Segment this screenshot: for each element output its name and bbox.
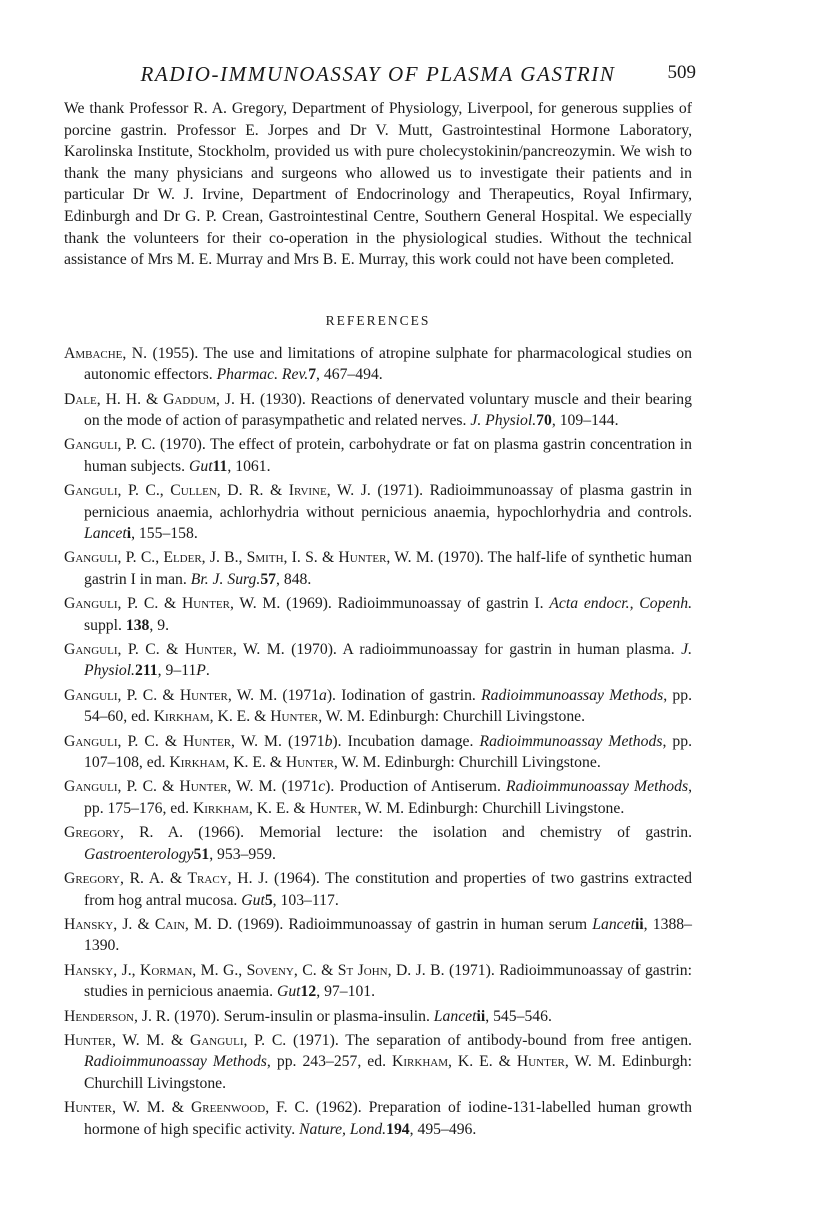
reference-text: (1955). The use and limitations of atropine sulphate for pharmacological studies on autonomic effectors. xyxy=(84,344,692,384)
reference-authors: Gregory, R. A. & Tracy, H. J. xyxy=(64,870,269,888)
reference-suppl: suppl. xyxy=(84,616,126,634)
reference-pages: , 9–11 xyxy=(157,662,197,680)
reference-text: (1971). Radioimmunoassay of gastrin: studies in pernicious anaemia. xyxy=(84,961,692,1001)
reference-publisher: Edinburgh: Churchill Livingstone. xyxy=(364,708,586,726)
reference-text: (1970). A radioimmunoassay for gastrin in human plasma. xyxy=(284,641,682,659)
reference-item xyxy=(64,776,692,819)
reference-pages: , 545–546. xyxy=(485,1007,552,1025)
reference-authors: Ganguli, P. C. & Hunter, W. M. xyxy=(64,595,281,613)
page xyxy=(64,62,696,1143)
reference-authors: Hansky, J. & Cain, M. D. xyxy=(64,915,233,933)
reference-text: (1970). The effect of protein, carbohydrate or fat on plasma gastrin concentration in human subjects. xyxy=(84,436,693,475)
reference-editors: Kirkham, K. E. & Hunter, W. M. xyxy=(153,708,365,726)
reference-text: (1964). The constitution and properties of two gastrins extracted from hog antral mucosa. xyxy=(84,870,692,909)
reference-text: (1966). Memorial lecture: the isolation and chemistry of gastrin. xyxy=(183,824,692,842)
reference-text: (1969). Radioimmunoassay of gastrin I. xyxy=(280,595,550,613)
reference-authors: Ganguli, P. C. & Hunter, W. M. xyxy=(64,686,278,704)
page-number: 509 xyxy=(667,62,696,83)
references-heading: REFERENCES xyxy=(325,312,431,328)
reference-journal: Lancet xyxy=(84,525,127,542)
reference-authors: Ganguli, P. C. xyxy=(64,436,156,454)
reference-text: (1969). Radioimmunoassay of gastrin in human serum xyxy=(232,915,593,933)
acknowledgement-paragraph: We thank Professor R. A. Gregory, Department of Physiology, Liverpool, for generous supplies of porcine gastrin. Professor E. Jorpes and Dr V. Mutt, Gastrointestinal Hormone Laboratory, Karolinska Institute, Stockholm, provided us with pure cholecystokinin/pancreozymin. We wish to thank the many physicians and surgeons who allowed us to investigate their patients and in particular Dr W. J. Irvine, Department of Endocrinology and Therapeutics, Royal Infirmary, Edinburgh and Dr G. P. Crean, Gastrointestinal Centre, Southern General Hospital. We especially thank the volunteers for their co-operation in the physiological studies. Without the technical assistance of Mrs M. E. Murray and Mrs B. E. Murray, this work could not have been completed. xyxy=(64,100,692,269)
reference-journal: Radioimmunoassay Methods xyxy=(479,732,663,750)
references-list xyxy=(64,343,692,1140)
reference-editors: Kirkham, K. E. & Hunter, W. M. xyxy=(192,799,405,817)
reference-pages: , 97–101. xyxy=(316,983,376,1001)
reference-year-suffix: a xyxy=(318,686,327,704)
reference-item xyxy=(64,547,692,590)
reference-text: (1971 xyxy=(277,686,319,704)
reference-tail: , pp. 107–108, ed. xyxy=(84,732,693,772)
reference-pages: , 495–496. xyxy=(409,1120,477,1138)
reference-item xyxy=(64,914,692,957)
reference-volume: ii xyxy=(476,1007,486,1025)
reference-publisher: Edinburgh: Churchill Livingstone. xyxy=(380,754,601,772)
reference-pages: , 1061. xyxy=(227,457,271,475)
reference-volume: 57 xyxy=(260,570,277,588)
reference-volume: 211 xyxy=(134,662,158,680)
reference-journal: J. Physiol. xyxy=(470,411,537,429)
reference-authors: Ganguli, P. C. & Hunter, W. M. xyxy=(64,732,282,750)
reference-authors: Henderson, J. R. xyxy=(64,1007,171,1025)
reference-volume: i xyxy=(126,525,132,542)
reference-item xyxy=(64,1097,692,1140)
reference-authors: Ganguli, P. C., Cullen, D. R. & Irvine, W. J. xyxy=(64,482,371,500)
reference-tail: . xyxy=(205,662,210,680)
reference-journal: Br. J. Surg. xyxy=(190,570,261,588)
reference-journal: Pharmac. Rev. xyxy=(216,366,309,384)
reference-text: (1971 xyxy=(276,778,319,796)
reference-journal: Gut xyxy=(277,983,301,1001)
reference-year-suffix: b xyxy=(324,732,333,750)
reference-journal: Gut xyxy=(189,457,213,475)
reference-journal: Radioimmunoassay Methods xyxy=(506,778,689,796)
reference-volume: 7 xyxy=(308,366,317,384)
reference-item xyxy=(64,1006,692,1027)
reference-volume: 70 xyxy=(536,411,552,429)
reference-journal: Acta endocr., Copenh. xyxy=(549,595,693,613)
reference-year-suffix: c xyxy=(318,778,326,796)
reference-journal: J. Physiol. xyxy=(84,641,692,680)
reference-item xyxy=(64,868,692,911)
reference-text: (1970). Serum-insulin or plasma-insulin. xyxy=(170,1007,434,1025)
reference-title: ). Production of Antiserum. xyxy=(325,778,507,796)
reference-item xyxy=(64,389,692,432)
reference-pages: , 1388–1390. xyxy=(84,915,692,955)
reference-publisher: Edinburgh: Churchill Livingstone. xyxy=(404,799,625,817)
reference-volume: 5 xyxy=(264,891,273,909)
reference-editors: Kirkham, K. E. & Hunter, W. M. xyxy=(169,754,381,772)
reference-journal: Gastroenterology xyxy=(84,845,194,863)
reference-item xyxy=(64,480,692,544)
reference-tail: , pp. 54–60, ed. xyxy=(84,686,693,726)
reference-pages: , 9. xyxy=(149,616,169,634)
reference-page-suffix: P xyxy=(196,662,206,680)
reference-pages: , 155–158. xyxy=(131,525,198,542)
reference-authors: Hunter, W. M. & Greenwood, F. C. xyxy=(64,1099,309,1117)
reference-text: (1971). The separation of antibody-bound from free antigen. xyxy=(286,1031,692,1049)
reference-authors: Gregory, R. A. xyxy=(64,824,184,842)
reference-authors: Ganguli, P. C. & Hunter, W. M. xyxy=(64,778,277,796)
reference-volume: 194 xyxy=(386,1120,410,1138)
reference-item xyxy=(64,731,692,774)
running-title: RADIO-IMMUNOASSAY OF PLASMA GASTRIN xyxy=(140,62,616,86)
reference-item xyxy=(64,1030,692,1094)
reference-item xyxy=(64,343,692,386)
reference-volume: ii xyxy=(634,915,644,933)
reference-text: (1971). Radioimmunoassay of plasma gastrin in pernicious anaemia, achlorhydria without pernicious anaemia, hypochlorhydria and controls. xyxy=(84,482,692,521)
reference-pages: , 467–494. xyxy=(316,366,383,384)
reference-text: (1970). The half-life of synthetic human gastrin I in man. xyxy=(84,549,692,588)
reference-item xyxy=(64,960,692,1003)
reference-item xyxy=(64,639,692,682)
reference-pages: , 848. xyxy=(276,570,312,588)
reference-title: ). Incubation damage. xyxy=(332,732,480,750)
reference-journal: Radioimmunoassay Methods xyxy=(84,1053,267,1071)
reference-journal: Lancet xyxy=(592,915,635,933)
reference-volume: 51 xyxy=(193,845,210,863)
reference-title: ). Iodination of gastrin. xyxy=(326,686,482,704)
reference-authors: Dale, H. H. & Gaddum, J. H. xyxy=(64,390,256,408)
reference-pages: , 953–959. xyxy=(209,845,276,863)
reference-authors: Ganguli, P. C., Elder, J. B., Smith, I. S. & Hunter, W. M. xyxy=(64,549,434,567)
reference-authors: Ambache, N. xyxy=(64,344,148,362)
reference-volume: 11 xyxy=(212,457,228,475)
reference-authors: Hunter, W. M. & Ganguli, P. C. xyxy=(64,1031,287,1049)
reference-authors: Hansky, J., Korman, M. G., Soveny, C. & St John, D. J. B. xyxy=(64,961,445,979)
reference-volume: 12 xyxy=(300,983,317,1001)
reference-text: (1930). Reactions of denervated voluntary muscle and their bearing on the mode of action of parasympathetic and related nerves. xyxy=(84,390,692,429)
reference-publisher: Edinburgh: Churchill Livingstone. xyxy=(84,1053,693,1092)
reference-pages: , 109–144. xyxy=(551,411,619,429)
reference-item xyxy=(64,434,692,477)
reference-journal: Nature, Lond. xyxy=(299,1120,387,1138)
reference-item xyxy=(64,685,692,728)
reference-journal: Radioimmunoassay Methods xyxy=(481,686,664,704)
reference-pages: , 103–117. xyxy=(272,891,339,909)
reference-tail: , pp. 175–176, ed. xyxy=(84,778,692,817)
reference-text: (1971 xyxy=(281,732,325,750)
reference-journal: Lancet xyxy=(433,1007,477,1025)
reference-item xyxy=(64,593,692,636)
page-header xyxy=(64,62,696,92)
reference-journal: Gut xyxy=(241,891,265,909)
reference-text: (1962). Preparation of iodine-131-labelled human growth hormone of high specific activity. xyxy=(84,1099,692,1138)
reference-item xyxy=(64,822,692,865)
reference-authors: Ganguli, P. C. & Hunter, W. M. xyxy=(64,641,285,659)
reference-editors: Kirkham, K. E. & Hunter, W. M. xyxy=(392,1053,616,1071)
reference-volume: 138 xyxy=(125,616,150,634)
reference-tail: , pp. 243–257, ed. xyxy=(266,1053,393,1071)
